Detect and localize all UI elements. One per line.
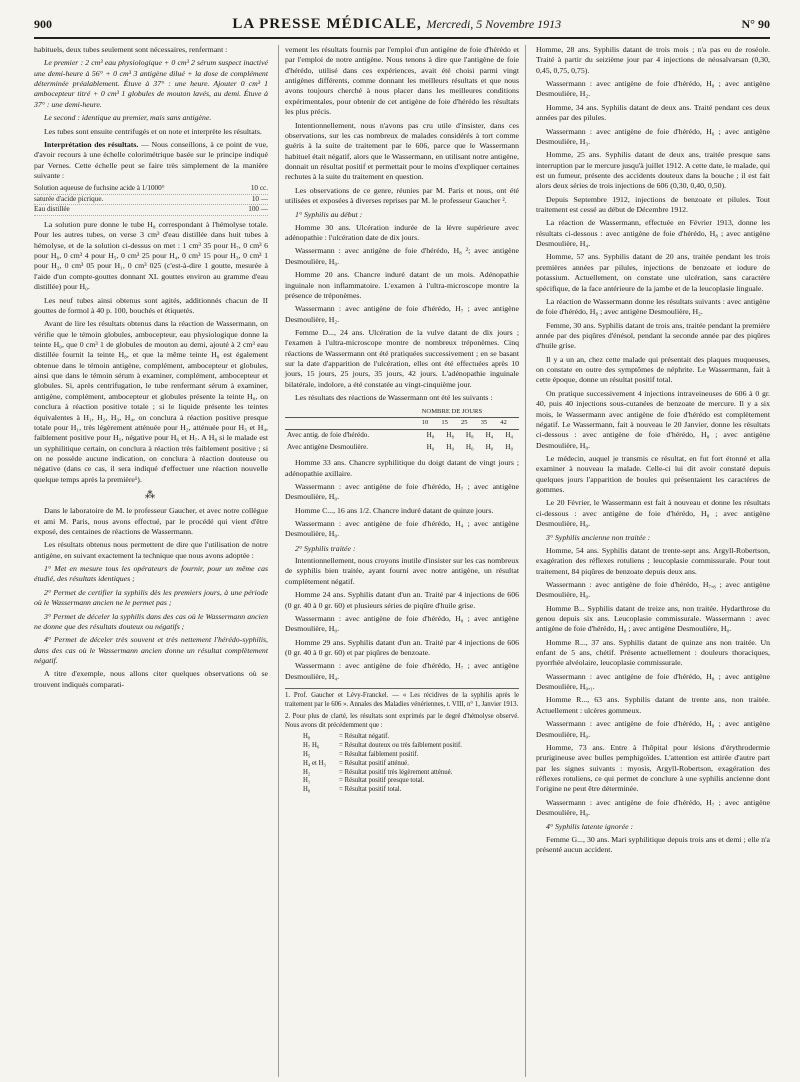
paragraph: Wassermann : avec antigène de foie d'hérédo, H₈ ; avec antigène Desmoulière, H₀,₁. — [536, 671, 770, 692]
page-header — [34, 16, 770, 39]
recipe-qty: 10 — — [251, 194, 268, 203]
recipe-label: Eau distillée — [34, 205, 70, 214]
paragraph: — Nous conseillons, à ce point de vue, d'avoir recours à une échelle colorimétrique basée sur le principe indiqué par Vernes. Cette échelle peut se faire très simplement de la manière suivante : — [34, 139, 268, 180]
subsection-heading: 3° Syphilis ancienne non traitée : — [546, 533, 651, 543]
legend-key: H₇ H₆ — [303, 742, 320, 750]
solution-recipe — [34, 184, 268, 216]
paragraph: Wassermann : avec antigène de foie d'hérédo, H₇ ; avec antigène Desmoulière, H₄. — [285, 661, 519, 681]
legend-value: = Résultat négatif. — [339, 733, 390, 741]
table-cell: H₀ — [446, 442, 454, 451]
legend-value: = Résultat douteux ou très faiblement positif. — [339, 742, 462, 750]
footnotes — [285, 688, 519, 795]
legend-key: H₅ — [303, 750, 311, 758]
paragraph: Homme, 54 ans. Syphilis datant de trente-sept ans. Argyll-Robertson, exagération des réflexes rotuliens ; leucoplasie commissurale. Pour tout traitement, 84 piqûres de benzoate depuis deux ans. — [536, 545, 770, 576]
paragraph: Wassermann : avec antigène de foie d'hérédo, H₆ ; avec antigène Desmoulière, H₃. — [536, 126, 770, 146]
paragraph: Homme, 34 ans. Syphilis datant de deux ans. Traité pendant ces deux années par des pilules. — [536, 102, 770, 123]
legend-entry — [303, 786, 519, 795]
paragraph: Homme 33 ans. Chancre syphilitique du doigt datant de vingt jours ; adénopathie axillaire. — [285, 458, 519, 478]
paragraph: Le médecin, auquel je transmis ce résultat, en fut fort étonné et alla examiner à nouveau la malade. Celle-ci lui dit avoir constaté depuis quelques jours l'apparition de boules qui présentaient les caractères de gommes. — [536, 453, 770, 495]
legend-key: H₀ — [303, 786, 311, 794]
table-cell: H₀ — [465, 442, 474, 451]
table-column-header: 15 — [440, 418, 460, 430]
footnote: 1. Prof. Gaucher et Lévy-Franckel. — « Les récidives de la syphilis après le traitement par le 606 ». Annales des Maladies vénériennes, t. VIII, n° 1, Janvier 1913. — [285, 692, 519, 708]
paragraph: Les neuf tubes ainsi obtenus sont agités, additionnés chacun de II gouttes de formol à 40 p. 100, bouchés et étiquetés. — [34, 295, 268, 315]
table-cell: H₀ — [505, 442, 513, 451]
table-column-header: 42 — [499, 418, 519, 430]
column-middle — [278, 45, 526, 1077]
list-item: 2° Permet de certifier la syphilis dès les premiers jours, à une période où le Wassermann ancien ne le permet pas ; — [34, 587, 268, 608]
paragraph: Avant de lire les résultats obtenus dans la réaction de Wassermann, on vérifie que le témoin globules, ambocepteur, eau physiologique donne la teinte H₀, que 0 cm³ 1 de globules de mouton au demi, ajouté à 2 cm³ eau distillée fournit la teinte H₈, et que la même teinte H₈ est également obtenue dans le témoin antigène, complément, ambocepteur et globules, ainsi que dans le témoin sérum à examiner, complément, ambocepteur et globules. Si, après centrifugation, le tube renfermant sérum à examiner, antigène, complément, ambocepteur et globules présente la teinte H₀, on conclura à réaction positive totale ; si le liquide présente les teintes équivalentes à H₁, H₂, H₃, H₄, on conclura à réaction positive presque totale pour H₁, très légèrement atténuée pour H₂, atténuée pour H₃ et H₄, faiblement positive pour H₅, négative pour H₆ et H₇. A H₈ si le malade est un syphilitique certain, on conclura à réaction très faiblement positive ; si on ne possède aucune indication, on conclura à réaction douteuse ou négative (dans ce cas, il sera indiqué d'effectuer une réaction nouvelle quelque temps après la première¹). — [34, 319, 268, 484]
paragraph: Depuis Septembre 1912, injections de benzoate et pilules. Tout traitement est cessé au début de Décembre 1912. — [536, 194, 770, 215]
paragraph: Il y a un an, chez cette malade qui présentait des plaques muqueuses, on constate en outre des symptômes de néphrite. Le Wassermann, fait à cette époque, donne un résultat positif total. — [536, 354, 770, 385]
legend-entry — [303, 751, 519, 760]
subsection-heading: 4° Syphilis latente ignorée : — [546, 822, 634, 832]
paragraph: Homme, 57 ans. Syphilis datant de 20 ans, traitée pendant les trois premières années par pilules, injections de benzoate et iodure de potassium. Actuellement, on constate une ulcération, sans caractère spécifique, de la face antérieure de la jambe et de la leucoplasie linguale. — [536, 252, 770, 293]
table-column-header: 35 — [480, 418, 500, 430]
paragraph: Le 20 Février, le Wassermann est fait à nouveau et donne les résultats ci-dessous : avec antigène de foie d'hérédo, H₈ ; avec antigène Desmoulière, H₀. — [536, 498, 770, 529]
paragraph: Dans le laboratoire de M. le professeur Gaucher, et avec notre collègue et ami M. Paris, nous avons effectué, par le procédé qui vient d'être exposé, des centaines de réactions de Wassermann. — [34, 506, 268, 537]
legend-value: = Résultat positif total. — [339, 786, 402, 794]
issue-number: N° 90 — [741, 17, 770, 31]
recipe-qty: 100 — — [248, 205, 268, 214]
paragraph: Intentionnellement, nous croyons inutile d'insister sur les cas nombreux de syphilis bien traitée, ayant fourni avec notre antigène, un résultat complètement négatif. — [285, 556, 519, 586]
paragraph: Les tubes sont ensuite centrifugés et on note et interprète les résultats. — [44, 126, 262, 136]
legend-value: = Résultat positif atténué. — [339, 759, 409, 767]
table-column-header: 10 — [421, 418, 441, 430]
paragraph: Le second : identique au premier, mais sans antigène. — [44, 113, 212, 123]
paragraph: Les observations de ce genre, réunies par M. Paris et nous, ont été utilisées et exposées à diverses reprises par M. le professeur Gaucher ². — [285, 185, 519, 206]
column-left — [34, 45, 268, 1077]
paragraph: A titre d'exemple, nous allons citer quelques observations où se trouvent indiqués comparati- — [34, 669, 268, 689]
footnote: 2. Pour plus de clarté, les résultats sont exprimés par le degré d'hémolyse observé. Nous avons dit précédemment que : — [285, 712, 519, 729]
table-cell: Avec antigène Desmoulière. — [287, 442, 369, 451]
recipe-label: saturée d'acide picrique. — [34, 194, 104, 203]
paragraph: Homme 29 ans. Syphilis datant d'un an. Traité par 4 injections de 606 (0 gr. 40 à 0 gr. 60) et par piqûres de benzoate. — [285, 637, 519, 657]
paragraph: Wassermann : avec antigène de foie d'hérédo, H₇ ; avec antigène Desmoulière, H₀. — [285, 481, 519, 502]
subsection-heading: 1° Syphilis au début : — [295, 210, 363, 220]
legend-entry — [303, 760, 519, 769]
journal-title: LA PRESSE MÉDICALE, — [232, 16, 422, 32]
masthead — [232, 16, 561, 33]
paragraph: Le premier : 2 cm³ eau physiologique + 0 cm³ 2 sérum suspect inactivé une demi-heure à 56° + 0 cm³ 3 antigène dilué + la dose de complément déterminée préalablement. Étuve à 37° : une heure. Ajouter 0 cm³ 1 ambocepteur titré + 0 cm³ 1 globules de mouton lavés, au demi. Étuve à 37° : une demi-heure. — [34, 58, 268, 109]
paragraph: Intentionnellement, nous n'avons pas cru utile d'insister, dans ces observations, sur les cas nombreux de malades considérés à tort comme guéris à la suite de traitement par le 606, parce que le Wassermann habituel était négatif, alors que le Wassermann, en utilisant notre antigène, donnait un résultat positif et permettait pour le moins d'expliquer certaines rechutes à la suite du traitement en question. — [285, 120, 519, 182]
section-heading: Interprétation des résultats. — [44, 139, 139, 149]
paragraph: Wassermann : avec antigène de foie d'hérédo, H₈ ; avec antigène Desmoulière, H₀. — [536, 719, 770, 739]
legend-entry — [303, 769, 519, 778]
paragraph: Wassermann : avec antigène de foie d'hérédo, H₇,₈ ; avec antigène Desmoulière, H₀. — [536, 579, 770, 600]
paragraph: Homme R..., 37 ans. Syphilis datant de quinze ans non traitée. Un enfant de 5 ans, chétif. Présente actuellement : douleurs thoraciques, pyorrhée alvéolaire, leucoplasie commissurale. — [536, 637, 770, 668]
paragraph: Homme B... Syphilis datant de treize ans, non traitée. Hydarthrose du genou depuis six ans. Leucoplasie commissurale. Wassermann : avec antigène de foie d'hérédo, H₈ ; avec antigène Desmoulière, H₀. — [536, 603, 770, 634]
table-cell: H₄ — [505, 431, 513, 440]
paragraph: vement les résultats fournis par l'emploi d'un antigène de foie d'hérédo et par l'emploi de notre antigène. Nous tenons à dire que l'antigène de foie d'hérédo, utilisé dans ces expériences, avait été choisi parmi vingt antigènes différents, comme donnant les meilleurs résultats et que nous avons toujours cherché à nous placer dans les meilleures conditions expérimentales, pour obtenir de cet antigène de foie d'hérédo les résultats les plus précis. — [285, 45, 519, 117]
paragraph: Wassermann : avec antigène de foie d'hérédo, H₇ ; avec antigène Desmoulière, H₂. — [285, 304, 519, 324]
legend-value: = Résultat positif très légèrement atténué. — [339, 768, 453, 776]
paragraph: La solution pure donne le tube H₈ correspondant à l'hémolyse totale. Pour les autres tubes, on verse 3 cm³ d'eau distillée dans huit tubes à hémolyse, et de la solution ci-dessus on met : 1 cm³ 35 pour H₇, 0 cm³ 6 pour H₆, 0 cm³ 4 pour H₅, 0 cm³ 25 pour H₄, 0 cm³ 15 pour H₃, 0 cm³ 1 pour H₂, 0 cm³ 05 pour H₁, 0 cm³ 025 (c'est-à-dire 1 goutte, mesurée à l'aide d'un compte-gouttes donnant XL gouttes environ au gramme d'eau distillée) pour H₀. — [34, 220, 268, 292]
table-header: NOMBRE DE JOURS — [421, 407, 519, 418]
table-cell: H₈ — [446, 431, 454, 440]
issue-date: Mercredi, 5 Novembre 1913 — [426, 17, 562, 31]
paragraph: Homme 30 ans. Ulcération indurée de la lèvre supérieure avec adénopathie : l'ulcération date de dix jours. — [285, 222, 519, 243]
legend-key: H₄ et H₃ — [303, 759, 326, 767]
paragraph: Homme 20 ans. Chancre induré datant de un mois. Adénopathie inguinale non inflammatoire. L'examen à l'ultra-microscope montre la présence de tréponèmes. — [285, 270, 519, 300]
legend-entry — [303, 733, 519, 742]
paragraph: Wassermann : avec antigène de foie d'hérédo, H₈ ; avec antigène Desmoulière, H₀. — [285, 613, 519, 634]
paragraph: Wassermann : avec antigène de foie d'hérédo, H₄ ; avec antigène Desmoulière, H₀. — [285, 518, 519, 539]
list-item: 4° Permet de déceler très souvent et très nettement l'hérédo-syphilis, dans des cas où le Wassermann ancien donne un résultat complètement négatif. — [34, 635, 268, 665]
paragraph: Wassermann : avec antigène de foie d'hérédo, H₈ ²; avec antigène Desmoulière, H₀. — [285, 246, 519, 266]
recipe-qty: 10 cc. — [250, 184, 268, 193]
legend-key: H₂ — [303, 768, 311, 776]
paragraph: Femme G..., 30 ans. Mari syphilitique depuis trois ans et demi ; elle n'a présenté aucun accident. — [536, 834, 770, 855]
paragraph: Wassermann : avec antigène de foie d'hérédo, H₈ ; avec antigène Desmoulière, H₂. — [536, 79, 770, 99]
paragraph: Homme, 73 ans. Entre à l'hôpital pour lésions d'érythrodermie prurigineuse avec bulles pemphigoïdes. L'attention est attirée d'autre part par les signes suivants : myosis, Argyll-Robertson, exagération des réflexes rotuliens, ce qui permet de conclure à une syphilis ancienne dont l'origine ne peut être déterminée. — [536, 742, 770, 794]
paragraph: Les résultats obtenus nous permettent de dire que l'utilisation de notre antigène, en suivant exactement la technique que nous avons adoptée : — [34, 540, 268, 560]
paragraph: Les résultats des réactions de Wassermann ont été les suivants : — [295, 393, 493, 403]
legend-value: = Résultat faiblement positif. — [339, 750, 419, 758]
paragraph: On pratique successivement 4 injections intraveineuses de 606 à 0 gr. 40, puis 40 injections sous-cutanées de benzoate de mercure. Il y a six mois, le Wassermann avec antigène de foie d'hérédo est complètement négatif. Le Wassermann, fait à nouveau le 20 Janvier, donne les résultats ci-dessous : avec antigène de foie d'hérédo, H₈ ; avec antigène Desmoulière, H₀. — [536, 388, 770, 450]
paragraph: Femme, 30 ans. Syphilis datant de trois ans, traitée pendant la première année par des piqûres d'énésol, pendant la seconde année par des piqûres d'huile grise. — [536, 320, 770, 351]
results-table — [285, 407, 519, 454]
paragraph: Homme R..., 63 ans. Syphilis datant de trente ans, non traitée. Actuellement : ulcères gommeux. — [536, 695, 770, 715]
subsection-heading: 2° Syphilis traitée : — [295, 543, 356, 553]
list-item: 1° Met en mesure tous les opérateurs de fournir, pour un même cas étudié, des résultats identiques ; — [34, 564, 268, 584]
table-row — [285, 430, 519, 442]
table-row — [285, 442, 519, 454]
table-cell: H₈ — [426, 431, 435, 440]
legend-key: H₈ — [303, 733, 311, 741]
table-cell: H₈ — [465, 431, 474, 440]
paragraph: La réaction de Wassermann donne les résultats suivants : avec antigène de foie d'hérédo, H₈ ; avec antigène Desmoulière, H₂. — [536, 296, 770, 317]
list-item: 3° Permet de déceler la syphilis dans des cas où le Wassermann ancien ne donne que des résultats douteux ou négatifs ; — [34, 611, 268, 631]
paragraph: Homme, 25 ans. Syphilis datant de deux ans, traitée presque sans interruption par le mercure jusqu'à juillet 1912. A cette date, le malade, qui est un fumeur, présente des accidents douteux dans la bouche ; il est fait alors deux séries de trois injections de 606 (0,30, 0,40, 0,50). — [536, 150, 770, 191]
legend-entry — [303, 742, 519, 751]
paragraph: Femme D..., 24 ans. Ulcération de la vulve datant de dix jours ; l'examen à l'ultra-microscope montre de nombreux tréponèmes. Cinq réactions de Wassermann ont été pratiquées successivement ; en se basant sur la date d'apparition de l'ulcération, elles ont été effectuées après 10 jours, 15 jours, 25 jours, 35 jours, 42 jours. L'adénopathie inguinale bilatérale, indolore, a été constatée au vingt-cinquième jour. — [285, 327, 519, 389]
table-cell: H₀ — [485, 442, 494, 451]
page-number: 900 — [34, 17, 52, 31]
paragraph: La réaction de Wassermann, effectuée en Février 1913, donne les résultats ci-dessous : avec antigène de foie d'hérédo, H₈ ; avec antigène Desmoulière, H₄. — [536, 218, 770, 249]
paragraph: Homme, 28 ans. Syphilis datant de trois mois ; n'a pas eu de roséole. Traité à partir du seizième jour par 4 injections de néosalvarsan (0,30, 0,45, 0,75, 0,75). — [536, 45, 770, 75]
paragraph: Homme C..., 16 ans 1/2. Chancre induré datant de quinze jours. — [295, 505, 494, 515]
legend-key: H₁ — [303, 777, 311, 785]
table-column-header: 25 — [460, 418, 480, 430]
paragraph: habituels, deux tubes seulement sont nécessaires, renfermant : — [34, 45, 228, 54]
column-right — [536, 45, 770, 1077]
paragraph: Wassermann : avec antigène de foie d'hérédo, H₇ ; avec antigène Desmoulière, H₀. — [536, 797, 770, 818]
table-cell: Avec antig. de foie d'hérédo. — [287, 431, 370, 440]
hemolysis-legend — [303, 733, 519, 795]
legend-entry — [303, 777, 519, 786]
table-cell: H₀ — [426, 442, 435, 451]
legend-value: = Résultat positif presque total. — [339, 777, 425, 785]
table-cell: H₄ — [485, 431, 494, 440]
section-divider: ⁂ — [145, 490, 157, 502]
columns — [34, 45, 770, 1077]
recipe-label: Solution aqueuse de fuchsine acide à 1/1000° — [34, 184, 165, 193]
paragraph: Homme 24 ans. Syphilis datant d'un an. Traité par 4 injections de 606 (0 gr. 40 à 0 gr. 60) et plusieurs séries de piqûre d'huile grise. — [285, 590, 519, 610]
